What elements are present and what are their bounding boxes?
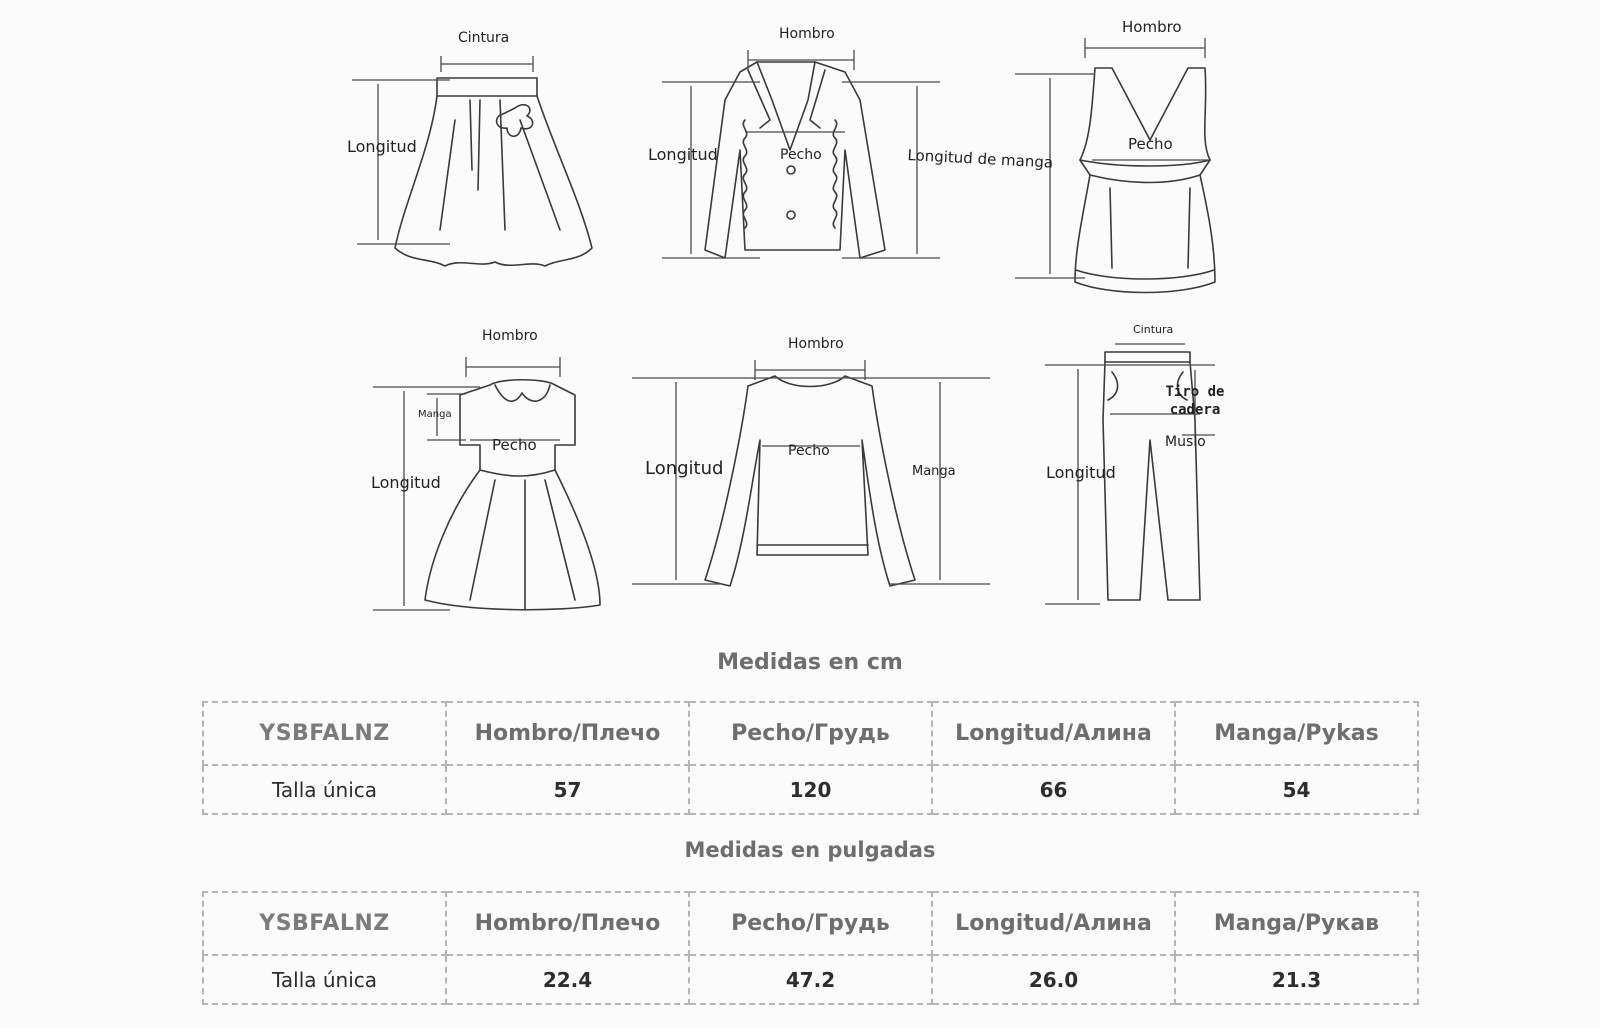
- vest-drawing: [1075, 68, 1215, 293]
- inch-length-value: 26.0: [932, 955, 1175, 1004]
- pants-length-label: Longitud: [1046, 463, 1116, 482]
- cm-header-row: [203, 702, 1418, 765]
- pants-thigh-label: Muslo: [1165, 434, 1206, 450]
- cm-shoulder-value: 57: [446, 765, 689, 814]
- cm-chest-value: 120: [689, 765, 932, 814]
- pants-waist-label: Cintura: [1133, 323, 1174, 336]
- inch-header-length: Longitud/Алина: [932, 892, 1175, 955]
- cm-size-cell: Talla única: [203, 765, 446, 814]
- vest-chest-label: Pecho: [1128, 135, 1173, 153]
- cm-length-value: 66: [932, 765, 1175, 814]
- cm-header-chest: Pecho/Грудь: [689, 702, 932, 765]
- inch-size-cell: Talla única: [203, 955, 446, 1004]
- cm-header-length: Longitud/Алина: [932, 702, 1175, 765]
- inch-header-sleeve: Manga/Рукав: [1175, 892, 1418, 955]
- inch-header-shoulder: Hombro/Плечо: [446, 892, 689, 955]
- cm-header-sleeve: Manga/Pykas: [1175, 702, 1418, 765]
- dress-length-label: Longitud: [371, 473, 441, 492]
- skirt-length-label: Longitud: [347, 137, 417, 156]
- inch-value-row: [203, 955, 1418, 1004]
- inch-header-chest: Pecho/Грудь: [689, 892, 932, 955]
- sweater-length-label: Longitud: [645, 458, 724, 479]
- inch-header-row: [203, 892, 1418, 955]
- inch-shoulder-value: 22.4: [446, 955, 689, 1004]
- pants-hip-rise-label: Tiro de cadera: [1165, 384, 1225, 418]
- skirt-waist-label: Cintura: [458, 30, 510, 46]
- cm-size-table: [202, 701, 1419, 815]
- cm-header-shoulder: Hombro/Плечо: [446, 702, 689, 765]
- inch-size-table: [202, 891, 1419, 1005]
- dress-chest-label: Pecho: [492, 436, 537, 454]
- cm-header-brand: YSBFALNZ: [203, 702, 446, 765]
- sweater-shoulder-label: Hombro: [788, 336, 844, 352]
- jacket-length-label: Longitud: [648, 145, 718, 164]
- sweater-drawing: [705, 376, 915, 586]
- cm-table-title: Medidas en cm: [717, 650, 903, 675]
- jacket-shoulder-label: Hombro: [779, 26, 835, 42]
- cm-sleeve-value: 54: [1175, 765, 1418, 814]
- inch-sleeve-value: 21.3: [1175, 955, 1418, 1004]
- vest-shoulder-label: Hombro: [1122, 18, 1182, 36]
- jacket-sleeve-length-label: Longitud de manga: [907, 146, 1054, 172]
- skirt-drawing: [395, 78, 592, 266]
- inch-header-brand: YSBFALNZ: [203, 892, 446, 955]
- cm-value-row: [203, 765, 1418, 814]
- sweater-chest-label: Pecho: [788, 443, 830, 459]
- inch-table-title: Medidas en pulgadas: [684, 838, 936, 862]
- jacket-chest-label: Pecho: [780, 147, 822, 163]
- sweater-sleeve-label: Manga: [912, 464, 956, 479]
- inch-chest-value: 47.2: [689, 955, 932, 1004]
- dress-shoulder-label: Hombro: [482, 328, 538, 344]
- dress-sleeve-label: Manga: [418, 409, 452, 420]
